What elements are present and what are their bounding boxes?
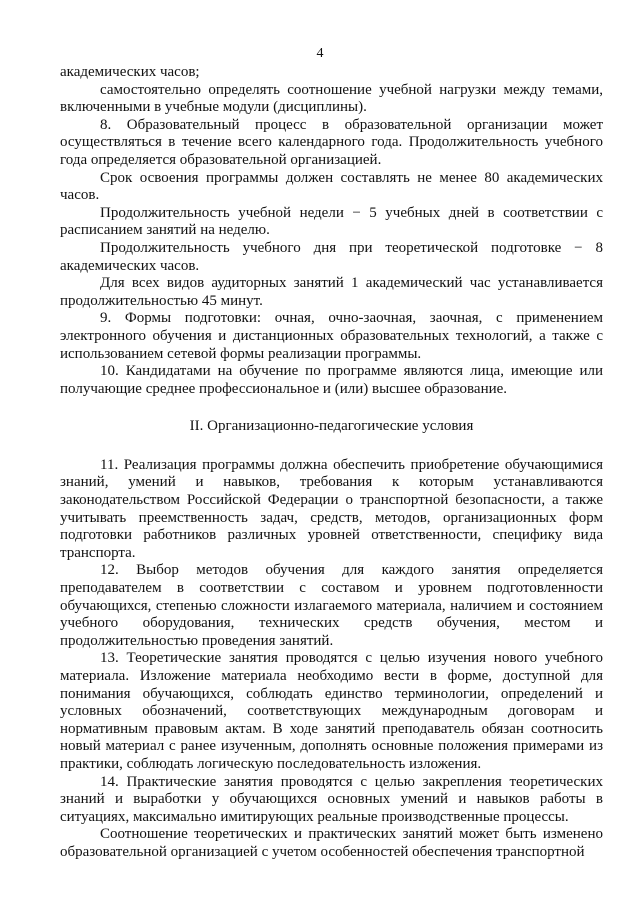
- document-body: [60, 64, 603, 862]
- paragraph-academic-hour-length: Для всех видов аудиторных занятий 1 академический час устанавливается продолжительностью 45 минут.: [60, 275, 603, 309]
- page-number: 4: [316, 46, 324, 61]
- paragraph-study-day: Продолжительность учебного дня при теоретической подготовке − 8 академических часов.: [60, 239, 603, 274]
- paragraph-item-10: 10. Кандидатами на обучение по программе являются лица, имеющие или получающие среднее профессиональное и (или) высшее образование.: [60, 363, 603, 397]
- paragraph-item-8: 8. Образовательный процесс в образовательной организации может осуществляться в течение всего календарного года. Продолжительность учебного года определяется образовательной организацией.: [60, 116, 603, 168]
- paragraph-item-12: 12. Выбор методов обучения для каждого занятия определяется преподавателем в соответствии с составом и уровнем подготовленности обучающихся, степенью сложности излагаемого материала, наличием и состоянием учебного оборудования, технических средств обучения, местом и продолжительностью проведения занятий.: [60, 562, 603, 649]
- paragraph-program-duration: Срок освоения программы должен составлять не менее 80 академических часов.: [60, 169, 603, 204]
- section-title: II. Организационно-педагогические условия: [189, 418, 474, 435]
- paragraph-item-14: 14. Практические занятия проводятся с целью закрепления теоретических знаний и выработки у обучающихся основных умений и навыков работы в ситуациях, максимально имитирующих реальные производственные процессы.: [60, 773, 603, 825]
- paragraph-academic-hours: академических часов;: [60, 64, 200, 80]
- paragraph-study-week: Продолжительность учебной недели − 5 учебных дней в соответствии с расписанием занятий на неделю.: [60, 204, 603, 239]
- paragraph-item-9: 9. Формы подготовки: очная, очно-заочная, заочная, с применением электронного обучения и дистанционных образовательных технологий, а также с использованием сетевой формы реализации программы.: [60, 310, 603, 362]
- paragraph-workload: самостоятельно определять соотношение учебной нагрузки между темами, включенными в учебные модули (дисциплины).: [60, 81, 603, 116]
- paragraph-item-13: 13. Теоретические занятия проводятся с целью изучения нового учебного материала. Изложение материала необходимо вести в форме, доступной для понимания обучающихся, соблюдать единство терминологии, определений и условных обозначений, соответствующих международным договорам и нормативным правовым актам. В ходе занятий преподаватель обязан соотносить новый материал с ранее изученным, дополнять основные положения примерами из практики, соблюдать логическую последовательность изложения.: [60, 650, 603, 772]
- paragraph-item-11: 11. Реализация программы должна обеспечить приобретение обучающимися знаний, умений и навыков, требования к которым устанавливаются законодательством Российской Федерации о транспортной безопасности, а также учитывать преемственность задач, средств, методов, организационных форм подготовки работников различных уровней ответственности, специфику вида транспорта.: [60, 456, 603, 561]
- paragraph-ratio: Соотношение теоретических и практических занятий может быть изменено образовательной организацией с учетом особенностей обеспечения транспортной: [60, 826, 603, 860]
